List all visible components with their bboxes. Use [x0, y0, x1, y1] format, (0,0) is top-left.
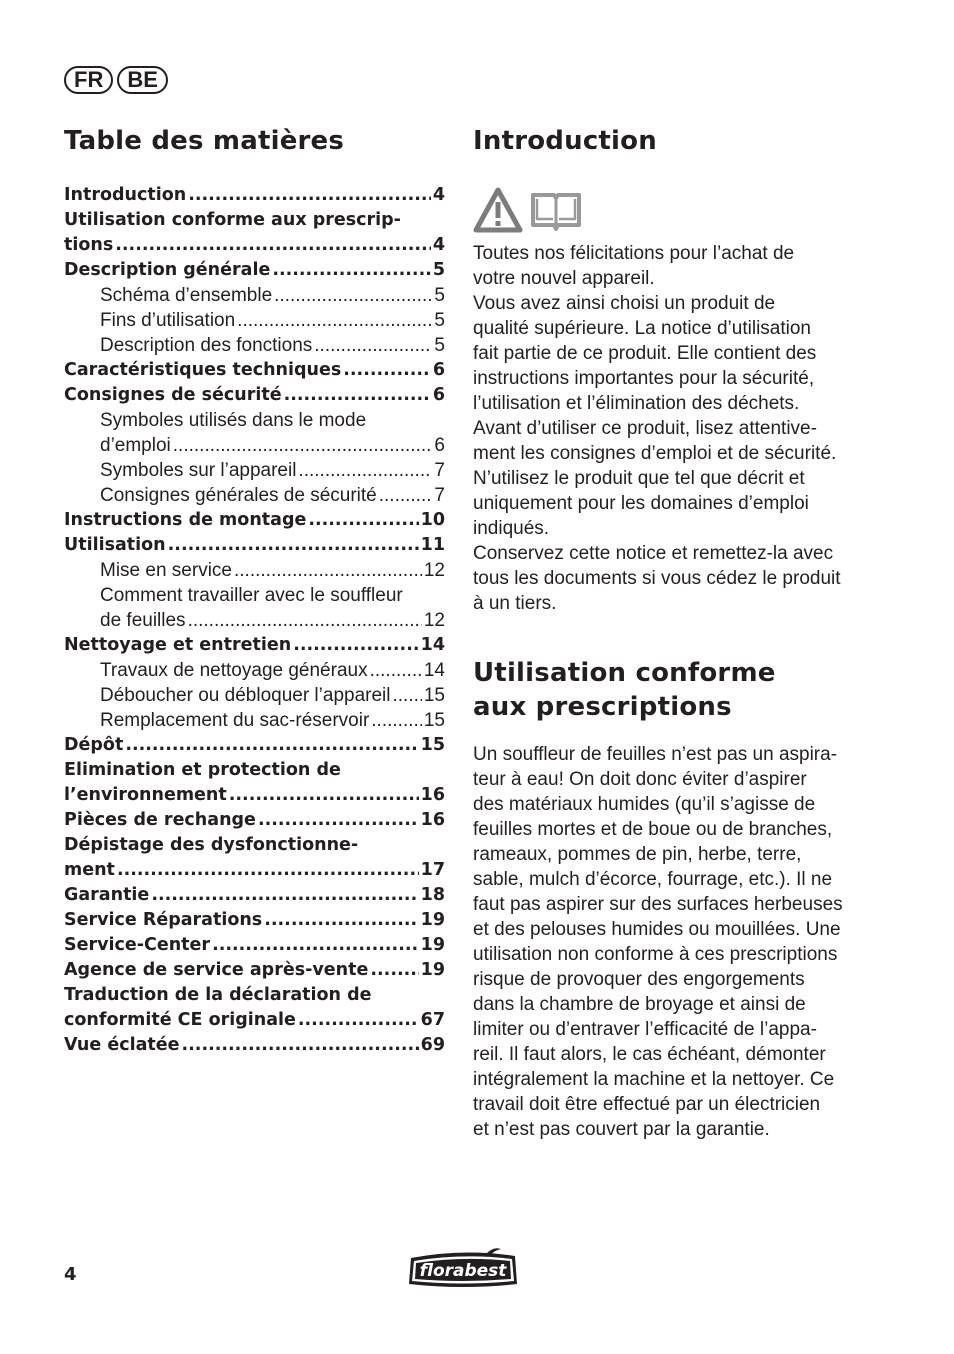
- text-line: Conservez cette notice et remettez-la avec: [473, 543, 834, 564]
- toc-entry: [64, 933, 445, 958]
- toc-leader-dots: [117, 858, 419, 883]
- toc-entry-text: Schéma d’ensemble: [100, 285, 273, 306]
- toc-entry: [64, 658, 445, 683]
- toc-entry-line: [64, 1033, 445, 1058]
- toc-page-number: 7: [434, 460, 445, 481]
- toc-entry: [64, 408, 445, 458]
- toc-leader-dots: [293, 633, 418, 658]
- toc-page-number: 19: [420, 910, 445, 930]
- toc-leader-dots: [173, 433, 433, 458]
- toc-page-number: 6: [434, 435, 445, 456]
- toc-entry-line: [64, 958, 445, 983]
- text-line: rameaux, pommes de pin, herbe, terre,: [473, 844, 802, 865]
- text-line: teur à eau! On doit donc éviter d’aspirer: [473, 769, 807, 790]
- toc-entry-text: Garantie: [64, 885, 150, 905]
- toc-entry: [64, 533, 445, 558]
- toc-page-number: 14: [423, 660, 445, 681]
- toc-entry: [64, 758, 445, 808]
- toc-page-number: 19: [420, 960, 445, 980]
- text-line: instructions importantes pour la sécurité,: [473, 368, 815, 389]
- toc-entry-text: Caractéristiques techniques: [64, 360, 342, 380]
- toc-entry-line: [100, 458, 445, 483]
- text-line: ment les consignes d’emploi et de sécurité.: [473, 443, 837, 464]
- toc-entry-line: [64, 883, 445, 908]
- text-line: Vous avez ainsi choisi un produit de: [473, 293, 776, 314]
- text-line: Un souffleur de feuilles n’est pas un aspira-: [473, 744, 838, 765]
- toc-entry-line: [64, 183, 445, 208]
- toc-entry: [64, 358, 445, 383]
- toc-leader-dots: [314, 333, 432, 358]
- toc-page-number: 19: [420, 935, 445, 955]
- toc-entry-text: Consignes de sécurité: [64, 385, 282, 405]
- toc-entry-continuation: de feuilles: [100, 610, 186, 631]
- toc-page-number: 16: [420, 810, 445, 830]
- toc-leader-dots: [392, 683, 421, 708]
- text-line: indiqués.: [473, 518, 550, 539]
- text-line: faut pas aspirer sur des surfaces herbeuses: [473, 894, 843, 915]
- toc-entry-line: [64, 533, 445, 558]
- toc-leader-dots: [274, 283, 432, 308]
- toc-entry: [64, 833, 445, 883]
- toc-leader-dots: [370, 958, 418, 983]
- language-badge-fr: FR: [64, 66, 113, 94]
- toc-entry-line: [100, 558, 445, 583]
- toc-entry-text: Utilisation conforme aux prescrip-: [64, 210, 401, 230]
- toc-entry-text: Instructions de montage: [64, 510, 307, 530]
- toc-list: [64, 183, 445, 1058]
- toc-entry-text: Service-Center: [64, 935, 211, 955]
- toc-entry-line: [100, 283, 445, 308]
- text-line: à un tiers.: [473, 593, 557, 614]
- text-line: travail doit être effectué par un électricien: [473, 1094, 821, 1115]
- toc-entry-text: Comment travailler avec le souffleur: [100, 585, 403, 606]
- text-line: intégralement la machine et la nettoyer. Ce: [473, 1069, 835, 1090]
- toc-page-number: 5: [434, 310, 445, 331]
- toc-page-number: 5: [432, 260, 445, 280]
- toc-entry: [64, 458, 445, 483]
- toc-entry-continuation: conformité CE originale: [64, 1010, 296, 1030]
- toc-entry-line: [100, 608, 445, 633]
- toc-leader-dots: [308, 508, 418, 533]
- toc-entry-continuation: d’emploi: [100, 435, 171, 456]
- logo-badge: [405, 1246, 521, 1290]
- toc-entry-line: [100, 483, 445, 508]
- toc-page-number: 67: [420, 1010, 445, 1030]
- toc-page-number: 69: [420, 1035, 445, 1055]
- toc-entry: [64, 183, 445, 208]
- toc-entry-text: Symboles sur l’appareil: [100, 460, 297, 481]
- toc-leader-dots: [371, 708, 422, 733]
- toc-page-number: 14: [420, 635, 445, 655]
- toc-entry-line: [100, 683, 445, 708]
- toc-entry: [64, 333, 445, 358]
- toc-entry: [64, 633, 445, 658]
- toc-entry: [64, 708, 445, 733]
- toc-leader-dots: [229, 783, 419, 808]
- toc-page-number: 11: [420, 535, 445, 555]
- text-line: limiter ou d’entraver l’efficacité de l’appa-: [473, 1019, 817, 1040]
- toc-entry-line: [64, 233, 445, 258]
- intro-title: Introduction: [473, 126, 657, 156]
- toc-entry-line: [64, 933, 445, 958]
- toc-entry-text: Pièces de rechange: [64, 810, 256, 830]
- toc-entry: [64, 508, 445, 533]
- intro-paragraph: [473, 241, 863, 616]
- toc-page-number: 6: [432, 360, 445, 380]
- toc-leader-dots: [125, 733, 418, 758]
- toc-entry: [64, 808, 445, 833]
- toc-page-number: 6: [432, 385, 445, 405]
- toc-leader-dots: [115, 233, 431, 258]
- toc-entry-text: Nettoyage et entretien: [64, 635, 292, 655]
- toc-entry-text: Dépistage des dysfonctionne-: [64, 835, 359, 855]
- usage-paragraph: [473, 742, 863, 1142]
- toc-entry: [64, 283, 445, 308]
- toc-entry-line: [64, 783, 445, 808]
- toc-entry-text: Description des fonctions: [100, 335, 313, 356]
- toc-entry-text: Consignes générales de sécurité: [100, 485, 377, 506]
- toc-entry-line: [64, 808, 445, 833]
- text-line: sable, mulch d’écorce, fourrage, etc.). Il ne: [473, 869, 833, 890]
- text-line: et des pelouses humides ou mouillées. Une: [473, 919, 841, 940]
- toc-leader-dots: [168, 533, 419, 558]
- toc-entry-text: Symboles utilisés dans le mode: [100, 410, 367, 431]
- toc-page-number: 15: [423, 710, 445, 731]
- toc-entry-text: Introduction: [64, 185, 187, 205]
- open-book-icon: [529, 189, 583, 233]
- toc-page-number: 15: [420, 735, 445, 755]
- toc-leader-dots: [370, 658, 422, 683]
- usage-title: [473, 656, 863, 724]
- toc-entry-line: [100, 708, 445, 733]
- toc-leader-dots: [258, 808, 419, 833]
- text-line: fait partie de ce produit. Elle contient des: [473, 343, 817, 364]
- text-line: reil. Il faut alors, le cas échéant, démonter: [473, 1044, 826, 1065]
- toc-leader-dots: [234, 558, 422, 583]
- toc-entry-continuation: l’environnement: [64, 785, 227, 805]
- toc-title: Table des matières: [64, 126, 345, 156]
- text-line: dans la chambre de broyage et ainsi de: [473, 994, 806, 1015]
- toc-column: [64, 124, 445, 1058]
- toc-entry-text: Remplacement du sac-réservoir: [100, 710, 370, 731]
- warning-triangle-icon: [473, 187, 523, 233]
- text-line: Toutes nos félicitations pour l’achat de: [473, 243, 795, 264]
- text-line: des matériaux humides (qu’il s’agisse de: [473, 794, 816, 815]
- toc-entry-line: [64, 508, 445, 533]
- toc-entry-text: Travaux de nettoyage généraux: [100, 660, 368, 681]
- toc-entry-text: Description générale: [64, 260, 271, 280]
- toc-entry: [64, 908, 445, 933]
- toc-entry-text: Dépôt: [64, 735, 124, 755]
- toc-page-number: 16: [420, 785, 445, 805]
- text-line: N’utilisez le produit que tel que décrit et: [473, 468, 805, 489]
- toc-entry-text: Déboucher ou débloquer l’appareil: [100, 685, 391, 706]
- toc-entry: [64, 308, 445, 333]
- content-column: [473, 124, 863, 1142]
- toc-entry-text: Agence de service après-vente: [64, 960, 369, 980]
- toc-entry-text: Fins d’utilisation: [100, 310, 236, 331]
- logo-text: florabest: [419, 1261, 507, 1281]
- text-line: feuilles mortes et de boue ou de branches,: [473, 819, 833, 840]
- toc-entry: [64, 1033, 445, 1058]
- toc-entry-line: [100, 333, 445, 358]
- toc-leader-dots: [343, 358, 431, 383]
- toc-entry-line: [64, 1008, 445, 1033]
- text-line: uniquement pour les domaines d’emploi: [473, 493, 809, 514]
- toc-entry-text: Utilisation: [64, 535, 166, 555]
- toc-page-number: 17: [420, 860, 445, 880]
- toc-page-number: 10: [420, 510, 445, 530]
- toc-entry-line: [64, 858, 445, 883]
- toc-leader-dots: [188, 608, 422, 633]
- toc-leader-dots: [182, 1033, 419, 1058]
- toc-entry-text: Service Réparations: [64, 910, 263, 930]
- toc-leader-dots: [272, 258, 431, 283]
- toc-leader-dots: [212, 933, 419, 958]
- text-line: l’utilisation et l’élimination des déchets.: [473, 393, 800, 414]
- toc-entry: [64, 983, 445, 1033]
- toc-entry: [64, 208, 445, 258]
- toc-entry-line: [100, 433, 445, 458]
- toc-leader-dots: [188, 183, 431, 208]
- toc-leader-dots: [284, 383, 431, 408]
- toc-entry: [64, 583, 445, 633]
- text-line: risque de provoquer des engorgements: [473, 969, 805, 990]
- usage-title-line1: Utilisation conforme: [473, 658, 776, 688]
- toc-entry: [64, 683, 445, 708]
- toc-entry-text: Mise en service: [100, 560, 232, 581]
- toc-entry-continuation: tions: [64, 235, 114, 255]
- toc-page-number: 4: [432, 185, 445, 205]
- toc-leader-dots: [237, 308, 432, 333]
- toc-page-number: 7: [434, 485, 445, 506]
- text-line: Avant d’utiliser ce produit, lisez attentive-: [473, 418, 817, 439]
- toc-leader-dots: [379, 483, 433, 508]
- toc-entry-line: [64, 383, 445, 408]
- toc-page-number: 5: [434, 335, 445, 356]
- toc-entry-line: [64, 908, 445, 933]
- toc-entry: [64, 383, 445, 408]
- toc-entry: [64, 958, 445, 983]
- toc-page-number: 5: [434, 285, 445, 306]
- text-line: tous les documents si vous cédez le produit: [473, 568, 841, 589]
- text-line: votre nouvel appareil.: [473, 268, 655, 289]
- toc-leader-dots: [151, 883, 418, 908]
- toc-page-number: 4: [432, 235, 445, 255]
- toc-leader-dots: [264, 908, 418, 933]
- usage-title-line2: aux prescriptions: [473, 692, 732, 722]
- toc-entry: [64, 883, 445, 908]
- toc-entry: [64, 483, 445, 508]
- toc-entry-text: Vue éclatée: [64, 1035, 180, 1055]
- toc-entry-line: [64, 358, 445, 383]
- toc-leader-dots: [298, 458, 432, 483]
- toc-entry: [64, 733, 445, 758]
- toc-page-number: 12: [423, 610, 445, 631]
- text-line: utilisation non conforme à ces prescriptions: [473, 944, 838, 965]
- toc-leader-dots: [298, 1008, 419, 1033]
- toc-page-number: 15: [423, 685, 445, 706]
- toc-page-number: 18: [420, 885, 445, 905]
- page-number: 4: [64, 1264, 77, 1285]
- toc-page-number: 12: [423, 560, 445, 581]
- toc-entry: [64, 258, 445, 283]
- toc-entry-text: Traduction de la déclaration de: [64, 985, 372, 1005]
- toc-entry-text: Elimination et protection de: [64, 760, 341, 780]
- toc-entry-continuation: ment: [64, 860, 115, 880]
- language-badge-be: BE: [117, 66, 168, 94]
- text-line: qualité supérieure. La notice d’utilisation: [473, 318, 811, 339]
- usage-section: [473, 656, 863, 1142]
- toc-entry-line: [64, 633, 445, 658]
- toc-entry-line: [64, 733, 445, 758]
- toc-entry-line: [64, 258, 445, 283]
- language-badges: [64, 66, 168, 94]
- intro-icons: [473, 185, 863, 233]
- toc-entry-line: [100, 308, 445, 333]
- florabest-logo: [405, 1246, 521, 1294]
- toc-entry-line: [100, 658, 445, 683]
- toc-entry: [64, 558, 445, 583]
- text-line: et n’est pas couvert par la garantie.: [473, 1119, 770, 1140]
